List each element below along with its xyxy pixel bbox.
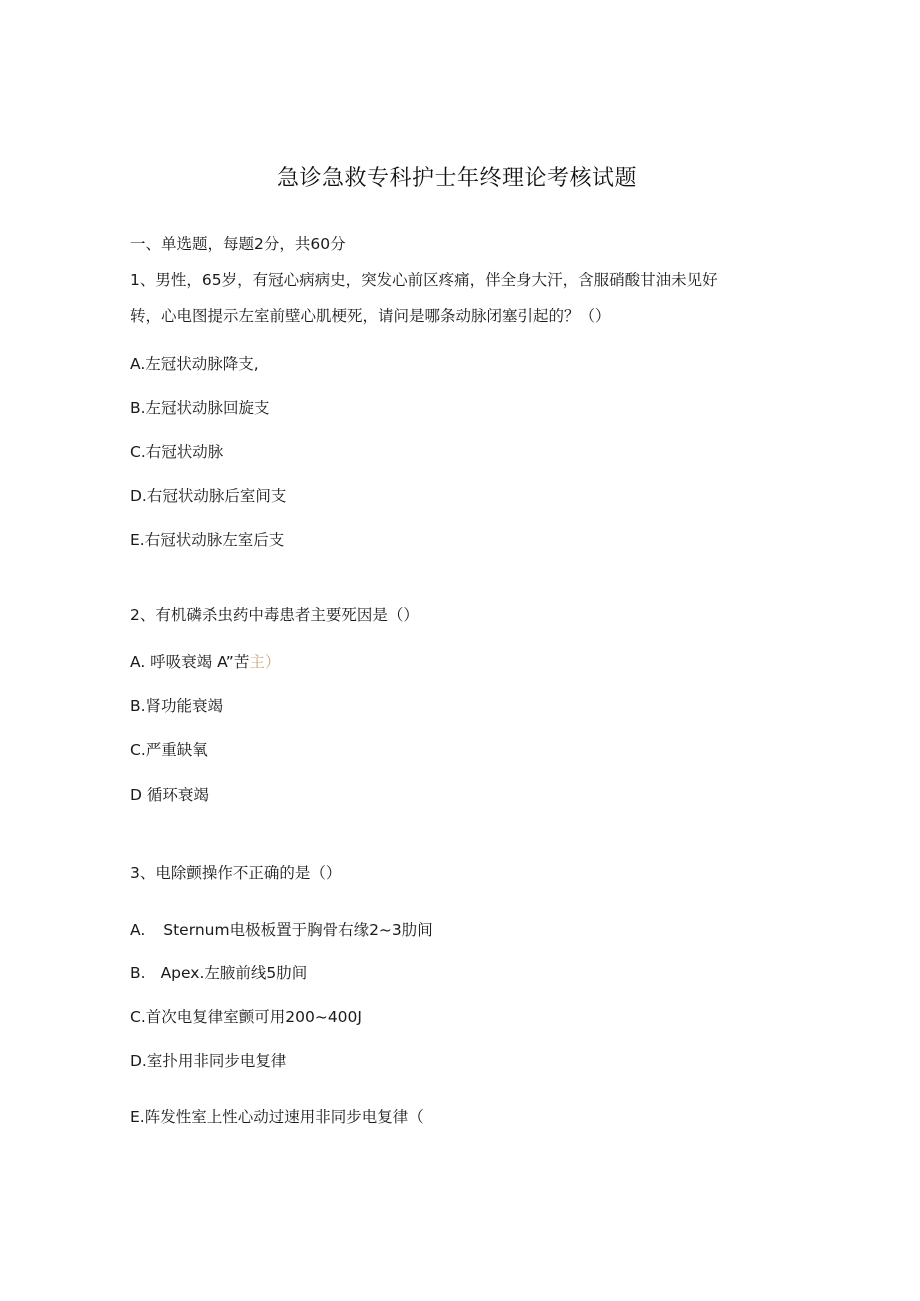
question-3-option-a xyxy=(130,919,433,941)
question-1-stem-line-2: 转，心电图提示左室前壁心肌梗死，请问是哪条动脉闭塞引起的？（） xyxy=(130,307,611,325)
question-1-option-c: C.右冠状动脉 xyxy=(130,443,224,461)
question-2-option-b: B.肾功能衰竭 xyxy=(130,697,224,715)
section-heading: 一、单选题，每题2分，共60分 xyxy=(130,235,346,253)
question-3-option-a-letter: A. xyxy=(130,921,146,939)
question-1-option-b: B.左冠状动脉回旋支 xyxy=(130,399,270,417)
question-3-option-a-text: Sternum电极板置于胸骨右缘2~3肋间 xyxy=(163,921,433,939)
question-1-option-d: D.右冠状动脉后室间支 xyxy=(130,487,287,505)
question-1-option-e: E.右冠状动脉左室后支 xyxy=(130,531,285,549)
question-3-option-b xyxy=(130,962,307,984)
question-3-option-d: D.室扑用非同步电复律 xyxy=(130,1052,287,1070)
question-3-option-b-letter: B. xyxy=(130,964,146,982)
question-2-option-d: D 循环衰竭 xyxy=(130,786,209,804)
question-3-stem: 3、电除颤操作不正确的是（） xyxy=(130,864,342,882)
page-title: 急诊急救专科护士年终理论考核试题 xyxy=(276,166,637,191)
question-3-option-b-text: Apex.左腋前线5肋间 xyxy=(160,964,308,982)
question-2-option-a-text: A. 呼吸衰竭 A”苦 xyxy=(130,653,250,671)
question-2-option-a xyxy=(130,651,280,673)
question-2-option-c: C.严重缺氧 xyxy=(130,741,208,759)
question-1-option-a: A.左冠状动脉降支, xyxy=(130,355,259,373)
question-2-stem: 2、有机磷杀虫药中毒患者主要死因是（） xyxy=(130,606,419,624)
question-2-option-a-faint-text: 主） xyxy=(249,653,281,671)
question-3-option-c: C.首次电复律室颤可用200~400J xyxy=(130,1008,362,1026)
question-1-stem-line-1: 1、男性，65岁，有冠心病病史，突发心前区疼痛，伴全身大汗，含服硝酸甘油未见好 xyxy=(130,271,718,289)
question-3-option-e: E.阵发性室上性心动过速用非同步电复律（ xyxy=(130,1108,424,1126)
